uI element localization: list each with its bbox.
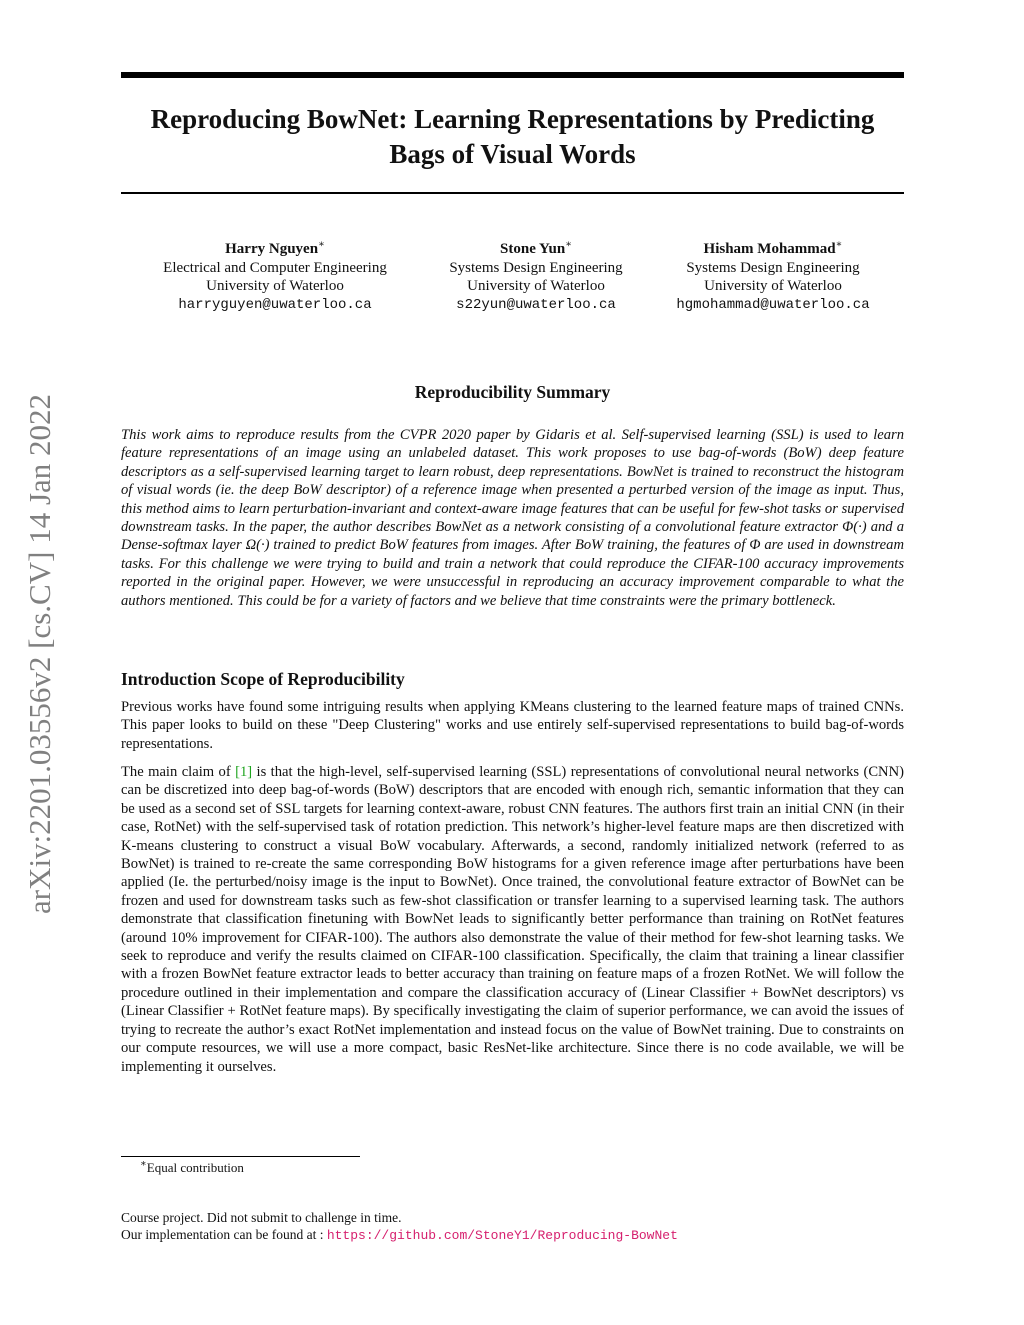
author-name: Harry Nguyen (225, 241, 319, 257)
introduction-paragraph-2 (121, 763, 904, 1076)
author-email[interactable]: harryguyen@uwaterloo.ca (178, 296, 372, 313)
author-marker: ∗ (835, 239, 843, 250)
author-affiliation: University of Waterloo (206, 278, 344, 294)
author-affiliation: University of Waterloo (467, 278, 605, 294)
author-affiliation: University of Waterloo (704, 278, 842, 294)
github-link[interactable]: https://github.com/StoneY1/Reproducing-BowNet (326, 1228, 678, 1243)
arxiv-identifier: arXiv:2201.03556v2 [cs.CV] 14 Jan 2022 (22, 393, 57, 915)
author-name: Hisham Mohammad (703, 241, 836, 257)
author-department: Systems Design Engineering (686, 259, 860, 276)
course-notes (121, 1209, 678, 1244)
footnote (140, 1160, 244, 1176)
paragraph-text-body: is that the high-level, self-supervised learning (SSL) representations of convolutional neural networks (CNN) can be discretized into deep bag-of-words (BoW) descriptors that are encoded with enough rich, semantic information that they can be used as a second set of SSL targets for learning context-aware, robust CNN features. The authors first train an initial CNN (in their case, RotNet) with the self-supervised task of rotation prediction. This network’s higher-level feature maps are then discretized with K-means clustering to construct a visual BoW vocabulary. Afterwards, a second, randomly initialized network (referred to as BowNet) is trained to re-create the same corresponding BoW histograms for a given reference image after perturbations have been applied (Ie. the perturbed/noisy image is the input to BowNet). Once trained, the convolutional feature extractor of BowNet can be frozen and used for downstream tasks such as few-shot classification or transfer learning to a supervised learning task. The authors demonstrate that classification finetuning with BowNet leads to significantly better performance than training on RotNet features (around 10% improvement for CIFAR-100). The authors also demonstrate the value of their method for few-shot learning tasks. We seek to reproduce and verify the results claimed on CIFAR-100 classification. Specifically, the claim that training a linear classifier with a frozen BowNet feature extractor leads to better accuracy than training on feature maps of a frozen RotNet. We will follow the procedure outlined in their implementation and compare the classification accuracy of (Linear Classifier + BowNet descriptors) vs (Linear Classifier + RotNet feature maps). By specifically investigating the claim of superior performance, we can avoid the issues of trying to recreate the author’s exact RotNet implementation and instead focus on the value of BowNet training. Due to constraints on our compute resources, we will use a more compact, basic ResNet-like architecture. Since there is no code available, we will be implementing it ourselves. (121, 764, 904, 1075)
implementation-prefix: Our implementation can be found at : (121, 1227, 327, 1242)
footnote-rule (121, 1156, 360, 1157)
author-email[interactable]: hgmohammad@uwaterloo.ca (676, 296, 870, 313)
citation-link[interactable]: [1] (235, 764, 253, 780)
author-department: Electrical and Computer Engineering (163, 259, 387, 276)
author-name: Stone Yun (500, 241, 566, 257)
implementation-note (121, 1226, 678, 1244)
author-marker: ∗ (318, 239, 325, 250)
author-block-3 (623, 240, 923, 314)
summary-heading: Reproducibility Summary (414, 382, 611, 402)
title-top-rule (121, 72, 904, 78)
author-block-1 (125, 240, 425, 314)
footnote-marker: ∗ (140, 1158, 147, 1170)
title-bottom-rule (121, 192, 904, 194)
introduction-heading: Introduction Scope of Reproducibility (121, 669, 405, 689)
footnote-text: Equal contribution (146, 1160, 244, 1175)
summary-text: This work aims to reproduce results from the CVPR 2020 paper by Gidaris et al. Self-supervised learning (SSL) is used to learn feature representations of an image using an unlabeled dataset. This work proposes to use bag-of-words (BoW) deep feature descriptors as a self-supervised learning target to learn robust, deep representations. BowNet is trained to reconstruct the histogram of visual words (ie. the deep BoW descriptor) of a reference image when presented a perturbed version of the image as input. Thus, this method aims to learn perturbation-invariant and context-aware image features that can be useful for few-shot tasks or supervised downstream tasks. In the paper, the author describes BowNet as a network consisting of a convolutional feature extractor Φ(·) and a Dense-softmax layer Ω(·) trained to predict BoW features from images. After BoW training, the features of Φ are used in downstream tasks. For this challenge we were trying to build and train a network that could reproduce the CIFAR-100 accuracy improvements reported in the original paper. However, we were unsuccessful in reproducing an accuracy improvement comparable to what the authors mentioned. This could be for a variety of factors and we believe that time constraints were the primary bottleneck. (121, 427, 904, 609)
author-department: Systems Design Engineering (449, 259, 623, 276)
paper-title: Reproducing BowNet: Learning Representations by Predicting Bags of Visual Words (150, 104, 875, 169)
course-note: Course project. Did not submit to challenge in time. (121, 1210, 402, 1225)
author-marker: ∗ (565, 239, 572, 250)
author-email[interactable]: s22yun@uwaterloo.ca (456, 296, 616, 313)
paragraph-text-lead: The main claim of (121, 764, 236, 780)
introduction-paragraph-1: Previous works have found some intriguing results when applying KMeans clustering to the learned feature maps of trained CNNs. This paper looks to build on these "Deep Clustering" works and use entirely self-supervised representations to build bag-of-words representations. (121, 699, 904, 752)
